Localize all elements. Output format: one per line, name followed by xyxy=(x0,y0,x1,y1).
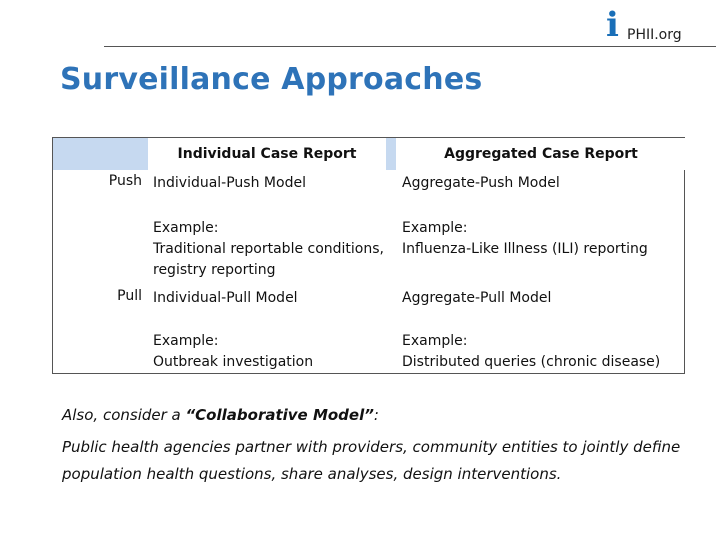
example-label: Example: xyxy=(153,220,219,236)
example-text: Outbreak investigation xyxy=(153,354,314,370)
example-label: Example: xyxy=(153,333,219,349)
intro-suffix: : xyxy=(373,406,379,424)
individual-pull-example xyxy=(153,331,388,373)
intro-prefix: Also, consider a xyxy=(62,406,186,424)
example-label: Example: xyxy=(402,333,468,349)
aggregate-pull-example xyxy=(402,331,682,373)
column-header-individual: Individual Case Report xyxy=(148,138,386,170)
phii-logo-text[interactable]: PHII.org xyxy=(627,27,682,43)
example-text: Influenza-Like Illness (ILI) reporting xyxy=(402,241,648,257)
aggregate-push-example xyxy=(402,218,682,260)
aggregate-pull-model: Aggregate-Pull Model xyxy=(402,290,552,306)
collaborative-model-line2: population health questions, share analyses, design interventions. xyxy=(62,465,562,483)
example-text: Distributed queries (chronic disease) xyxy=(402,354,661,370)
aggregate-push-model: Aggregate-Push Model xyxy=(402,175,560,191)
row-label-pull: Pull xyxy=(117,288,142,304)
page-title: Surveillance Approaches xyxy=(60,62,483,97)
individual-push-example xyxy=(153,218,388,281)
row-label-push: Push xyxy=(108,173,142,189)
phii-logo-icon: i xyxy=(606,5,619,45)
collaborative-model-intro xyxy=(62,406,702,424)
individual-pull-model: Individual-Pull Model xyxy=(153,290,298,306)
surveillance-table xyxy=(52,137,685,374)
collaborative-model-line1: Public health agencies partner with providers, community entities to jointly define xyxy=(62,438,681,456)
intro-emphasis: “Collaborative Model” xyxy=(185,406,374,424)
header-divider xyxy=(104,46,716,47)
individual-push-model: Individual-Push Model xyxy=(153,175,306,191)
example-label: Example: xyxy=(402,220,468,236)
example-text: Traditional reportable conditions, registry reporting xyxy=(153,241,384,278)
column-header-aggregated: Aggregated Case Report xyxy=(396,138,686,170)
